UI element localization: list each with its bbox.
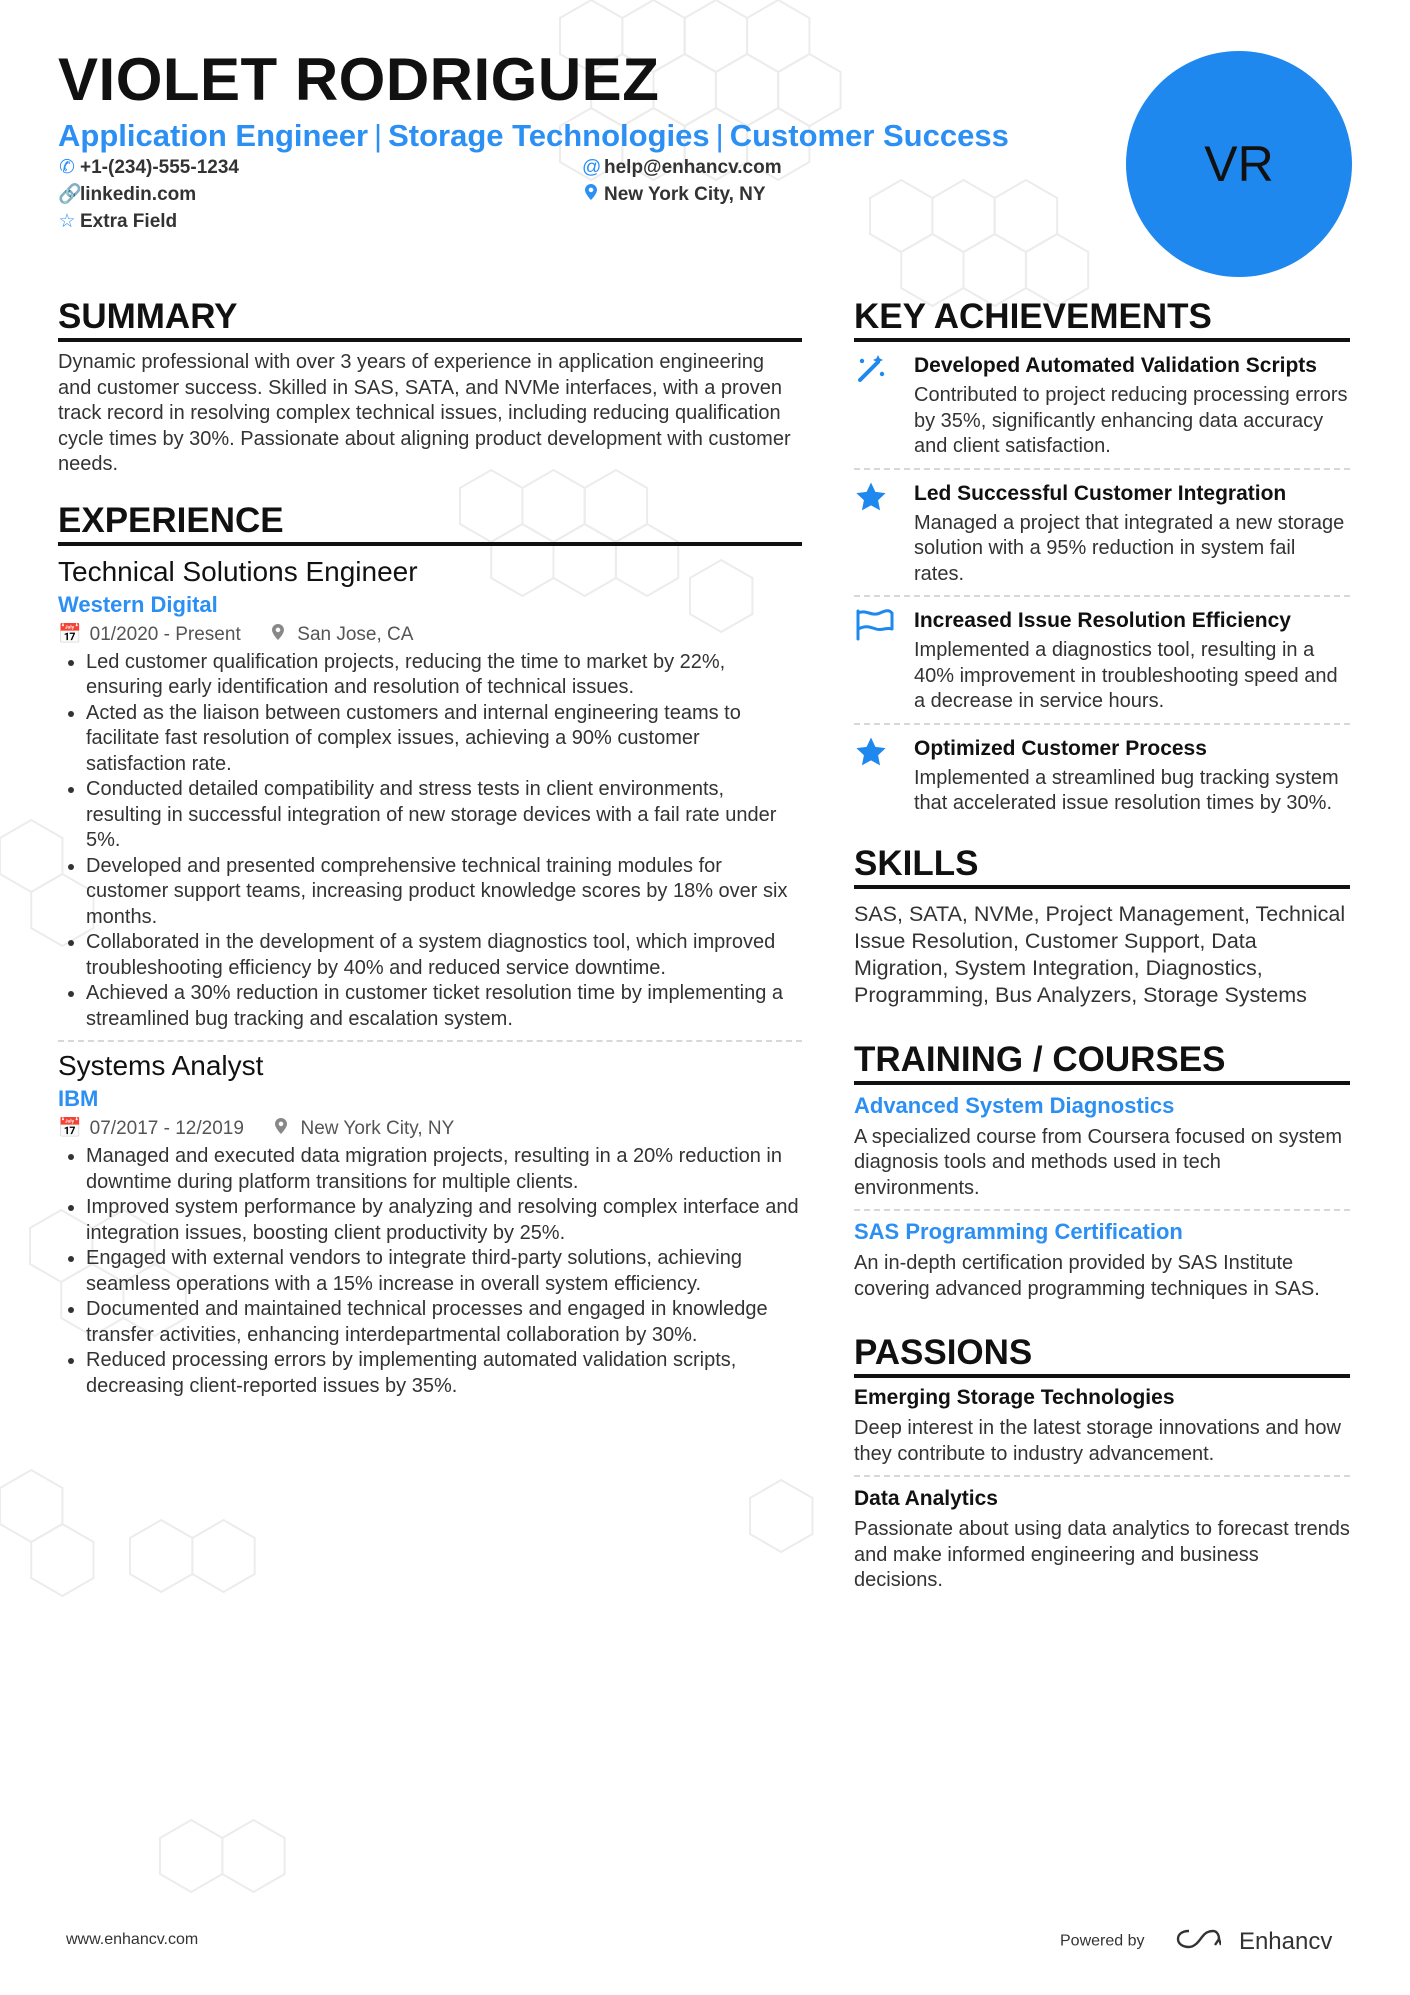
job-role: Technical Solutions Engineer bbox=[58, 555, 418, 587]
job-entry bbox=[58, 554, 802, 1033]
achievement-title: Led Successful Customer Integration bbox=[914, 481, 1287, 505]
flag-icon bbox=[854, 607, 914, 715]
background-hexagon bbox=[0, 1470, 62, 1542]
training-heading: TRAINING / COURSES bbox=[854, 1039, 1350, 1085]
job-bullets bbox=[58, 650, 802, 1033]
headline bbox=[58, 116, 1009, 156]
background-hexagon bbox=[932, 180, 994, 252]
passion-desc: Deep interest in the latest storage innovations and how they contribute to industry advancement. bbox=[854, 1417, 1341, 1465]
contact-phone[interactable] bbox=[58, 156, 239, 180]
link-icon: 🔗 bbox=[58, 184, 82, 205]
background-hexagon bbox=[995, 180, 1057, 252]
divider bbox=[854, 1209, 1350, 1211]
map-pin-icon bbox=[270, 1118, 293, 1139]
achievement-item bbox=[854, 735, 1350, 817]
background-hexagon bbox=[160, 1820, 222, 1892]
achievement-title: Developed Automated Validation Scripts bbox=[914, 354, 1317, 377]
background-hexagon bbox=[130, 1520, 192, 1592]
extra-field-text: Extra Field bbox=[80, 211, 178, 232]
contact-extra-field bbox=[58, 210, 177, 234]
headline-part: Customer Success bbox=[729, 118, 1009, 153]
job-bullet: • Acted as the liaison between customers and internal engineering teams to facilitate fast resolution of complex issues, achieving a 90% customer satisfaction rate. bbox=[86, 701, 802, 778]
contact-linkedin[interactable] bbox=[58, 183, 196, 207]
star-icon bbox=[854, 480, 914, 588]
achievement-desc: Contributed to project reducing processing errors by 35%, significantly enhancing data accuracy and client satisfaction. bbox=[914, 384, 1348, 457]
divider bbox=[854, 595, 1350, 597]
powered-by-text: Powered by bbox=[1060, 1932, 1145, 1950]
divider bbox=[854, 468, 1350, 470]
job-bullet: • Developed and presented comprehensive technical training modules for customer support teams, increasing product knowledge scores by 18% over six months. bbox=[86, 854, 802, 931]
headline-separator: | bbox=[374, 118, 383, 153]
job-dates: 07/2017 - 12/2019 bbox=[89, 1118, 244, 1139]
linkedin-text: linkedin.com bbox=[80, 184, 197, 205]
job-dates: 01/2020 - Present bbox=[89, 623, 241, 645]
job-company[interactable]: IBM bbox=[58, 1086, 99, 1111]
left-column bbox=[58, 296, 802, 1399]
job-location: San Jose, CA bbox=[297, 623, 414, 645]
calendar-icon: 📅 bbox=[58, 623, 82, 645]
divider bbox=[58, 1040, 802, 1042]
right-column bbox=[854, 296, 1350, 1594]
background-hexagon bbox=[192, 1520, 254, 1592]
background-hexagon bbox=[870, 180, 932, 252]
background-hexagon bbox=[222, 1820, 284, 1892]
map-pin-icon bbox=[582, 183, 600, 207]
contact-email[interactable] bbox=[582, 156, 782, 180]
passion-title: Emerging Storage Technologies bbox=[854, 1386, 1175, 1409]
job-bullet: • Conducted detailed compatibility and stress tests in client environments, resulting in successful integration of new storage devices with a fail rate under 5%. bbox=[86, 777, 802, 854]
passion-title: Data Analytics bbox=[854, 1487, 998, 1510]
training-item bbox=[854, 1217, 1350, 1302]
achievement-desc: Implemented a streamlined bug tracking system that accelerated issue resolution times by 30%. bbox=[914, 766, 1339, 814]
candidate-name: VIOLET RODRIGUEZ bbox=[58, 46, 660, 113]
location-text: New York City, NY bbox=[604, 184, 766, 205]
training-title[interactable]: SAS Programming Certification bbox=[854, 1219, 1183, 1244]
experience-heading: EXPERIENCE bbox=[58, 500, 802, 546]
calendar-icon: 📅 bbox=[58, 1118, 82, 1139]
job-bullet: • Collaborated in the development of a system diagnostics tool, which improved troubleshooting efficiency by 40% and reduced service downtime. bbox=[86, 930, 802, 981]
achievement-title: Increased Issue Resolution Efficiency bbox=[914, 609, 1291, 632]
footer-branding[interactable] bbox=[1060, 1927, 1332, 1956]
passion-item bbox=[854, 1485, 1350, 1594]
passion-desc: Passionate about using data analytics to forecast trends and make informed engineering and business decisions. bbox=[854, 1518, 1350, 1591]
passion-item bbox=[854, 1384, 1350, 1467]
summary-text: Dynamic professional with over 3 years of experience in application engineering and customer success. Skilled in SAS, SATA, and NVMe interfaces, with a proven track record in resolving complex technical issues, including reducing qualification cycle times by 30%. Passionate about aligning product development with customer needs. bbox=[58, 351, 791, 475]
email-text: help@enhancv.com bbox=[604, 157, 782, 178]
achievement-item bbox=[854, 352, 1350, 460]
at-icon: @ bbox=[582, 157, 602, 178]
brand-name: Enhancv bbox=[1238, 1927, 1333, 1955]
job-meta bbox=[58, 620, 802, 650]
job-role: Systems Analyst bbox=[58, 1050, 264, 1081]
contact-location bbox=[582, 183, 766, 207]
job-bullets bbox=[58, 1144, 802, 1399]
divider bbox=[854, 1475, 1350, 1477]
training-item bbox=[854, 1091, 1350, 1202]
job-bullet: • Reduced processing errors by implementing automated validation scripts, decreasing client-reported issues by 35%. bbox=[86, 1348, 802, 1399]
job-bullet: • Led customer qualification projects, reducing the time to market by 22%, ensuring early identification and resolution of technical issues. bbox=[86, 650, 802, 701]
job-bullet: • Documented and maintained technical processes and engaged in knowledge transfer activities, enhancing interdepartmental collaboration by 30%. bbox=[86, 1297, 802, 1348]
map-pin-icon bbox=[267, 624, 290, 645]
enhancv-logo-icon bbox=[1175, 1927, 1221, 1956]
phone-icon: ✆ bbox=[59, 157, 75, 178]
background-hexagon bbox=[750, 1480, 812, 1552]
headline-separator: | bbox=[715, 118, 724, 153]
job-bullet: • Improved system performance by analyzing and resolving complex interface and integration issues, boosting client productivity by 25%. bbox=[86, 1195, 802, 1246]
job-location: New York City, NY bbox=[300, 1118, 455, 1139]
background-hexagon bbox=[747, 0, 809, 72]
star-outline-icon: ☆ bbox=[58, 211, 76, 232]
headline-part: Application Engineer bbox=[58, 118, 369, 153]
achievements-heading: KEY ACHIEVEMENTS bbox=[854, 296, 1350, 342]
star-icon bbox=[854, 735, 914, 817]
achievement-title: Optimized Customer Process bbox=[914, 736, 1207, 760]
avatar: VR bbox=[1126, 51, 1352, 277]
background-hexagon bbox=[31, 1524, 93, 1596]
job-bullet: • Achieved a 30% reduction in customer ticket resolution time by implementing a streamlined bug tracking and escalation system. bbox=[86, 981, 802, 1032]
footer-website[interactable]: www.enhancv.com bbox=[66, 1931, 199, 1948]
achievement-desc: Implemented a diagnostics tool, resulting in a 40% improvement in troubleshooting speed and a decrease in service hours. bbox=[914, 639, 1338, 712]
job-bullet: • Engaged with external vendors to integrate third-party solutions, achieving seamless operations with a 15% increase in overall system efficiency. bbox=[86, 1246, 802, 1297]
skills-text: SAS, SATA, NVMe, Project Management, Technical Issue Resolution, Customer Support, Data Migration, System Integration, Diagnostics, Programming, Bus Analyzers, Storage Systems bbox=[854, 901, 1346, 1007]
background-hexagon bbox=[0, 820, 62, 892]
headline-part: Storage Technologies bbox=[388, 118, 710, 153]
training-title[interactable]: Advanced System Diagnostics bbox=[854, 1092, 1175, 1118]
training-desc: An in-depth certification provided by SAS Institute covering advanced programming techniques in SAS. bbox=[854, 1252, 1320, 1300]
achievement-item bbox=[854, 480, 1350, 588]
job-bullet: • Managed and executed data migration projects, resulting in a 20% reduction in downtime during platform transitions for multiple clients. bbox=[86, 1144, 802, 1195]
phone-text: +1-(234)-555-1234 bbox=[80, 157, 239, 178]
background-hexagon bbox=[685, 0, 747, 72]
magic-wand-icon bbox=[854, 352, 914, 460]
achievement-item bbox=[854, 607, 1350, 715]
training-desc: A specialized course from Coursera focused on system diagnosis tools and methods used in tech environments. bbox=[854, 1125, 1342, 1199]
achievement-desc: Managed a project that integrated a new storage solution with a 95% reduction in system fail rates. bbox=[914, 511, 1345, 585]
summary-heading: SUMMARY bbox=[58, 296, 802, 342]
job-company[interactable]: Western Digital bbox=[58, 591, 218, 617]
job-meta bbox=[58, 1114, 802, 1144]
job-entry bbox=[58, 1048, 802, 1399]
skills-heading: SKILLS bbox=[854, 843, 1350, 889]
divider bbox=[854, 723, 1350, 725]
passions-heading: PASSIONS bbox=[854, 1332, 1350, 1378]
